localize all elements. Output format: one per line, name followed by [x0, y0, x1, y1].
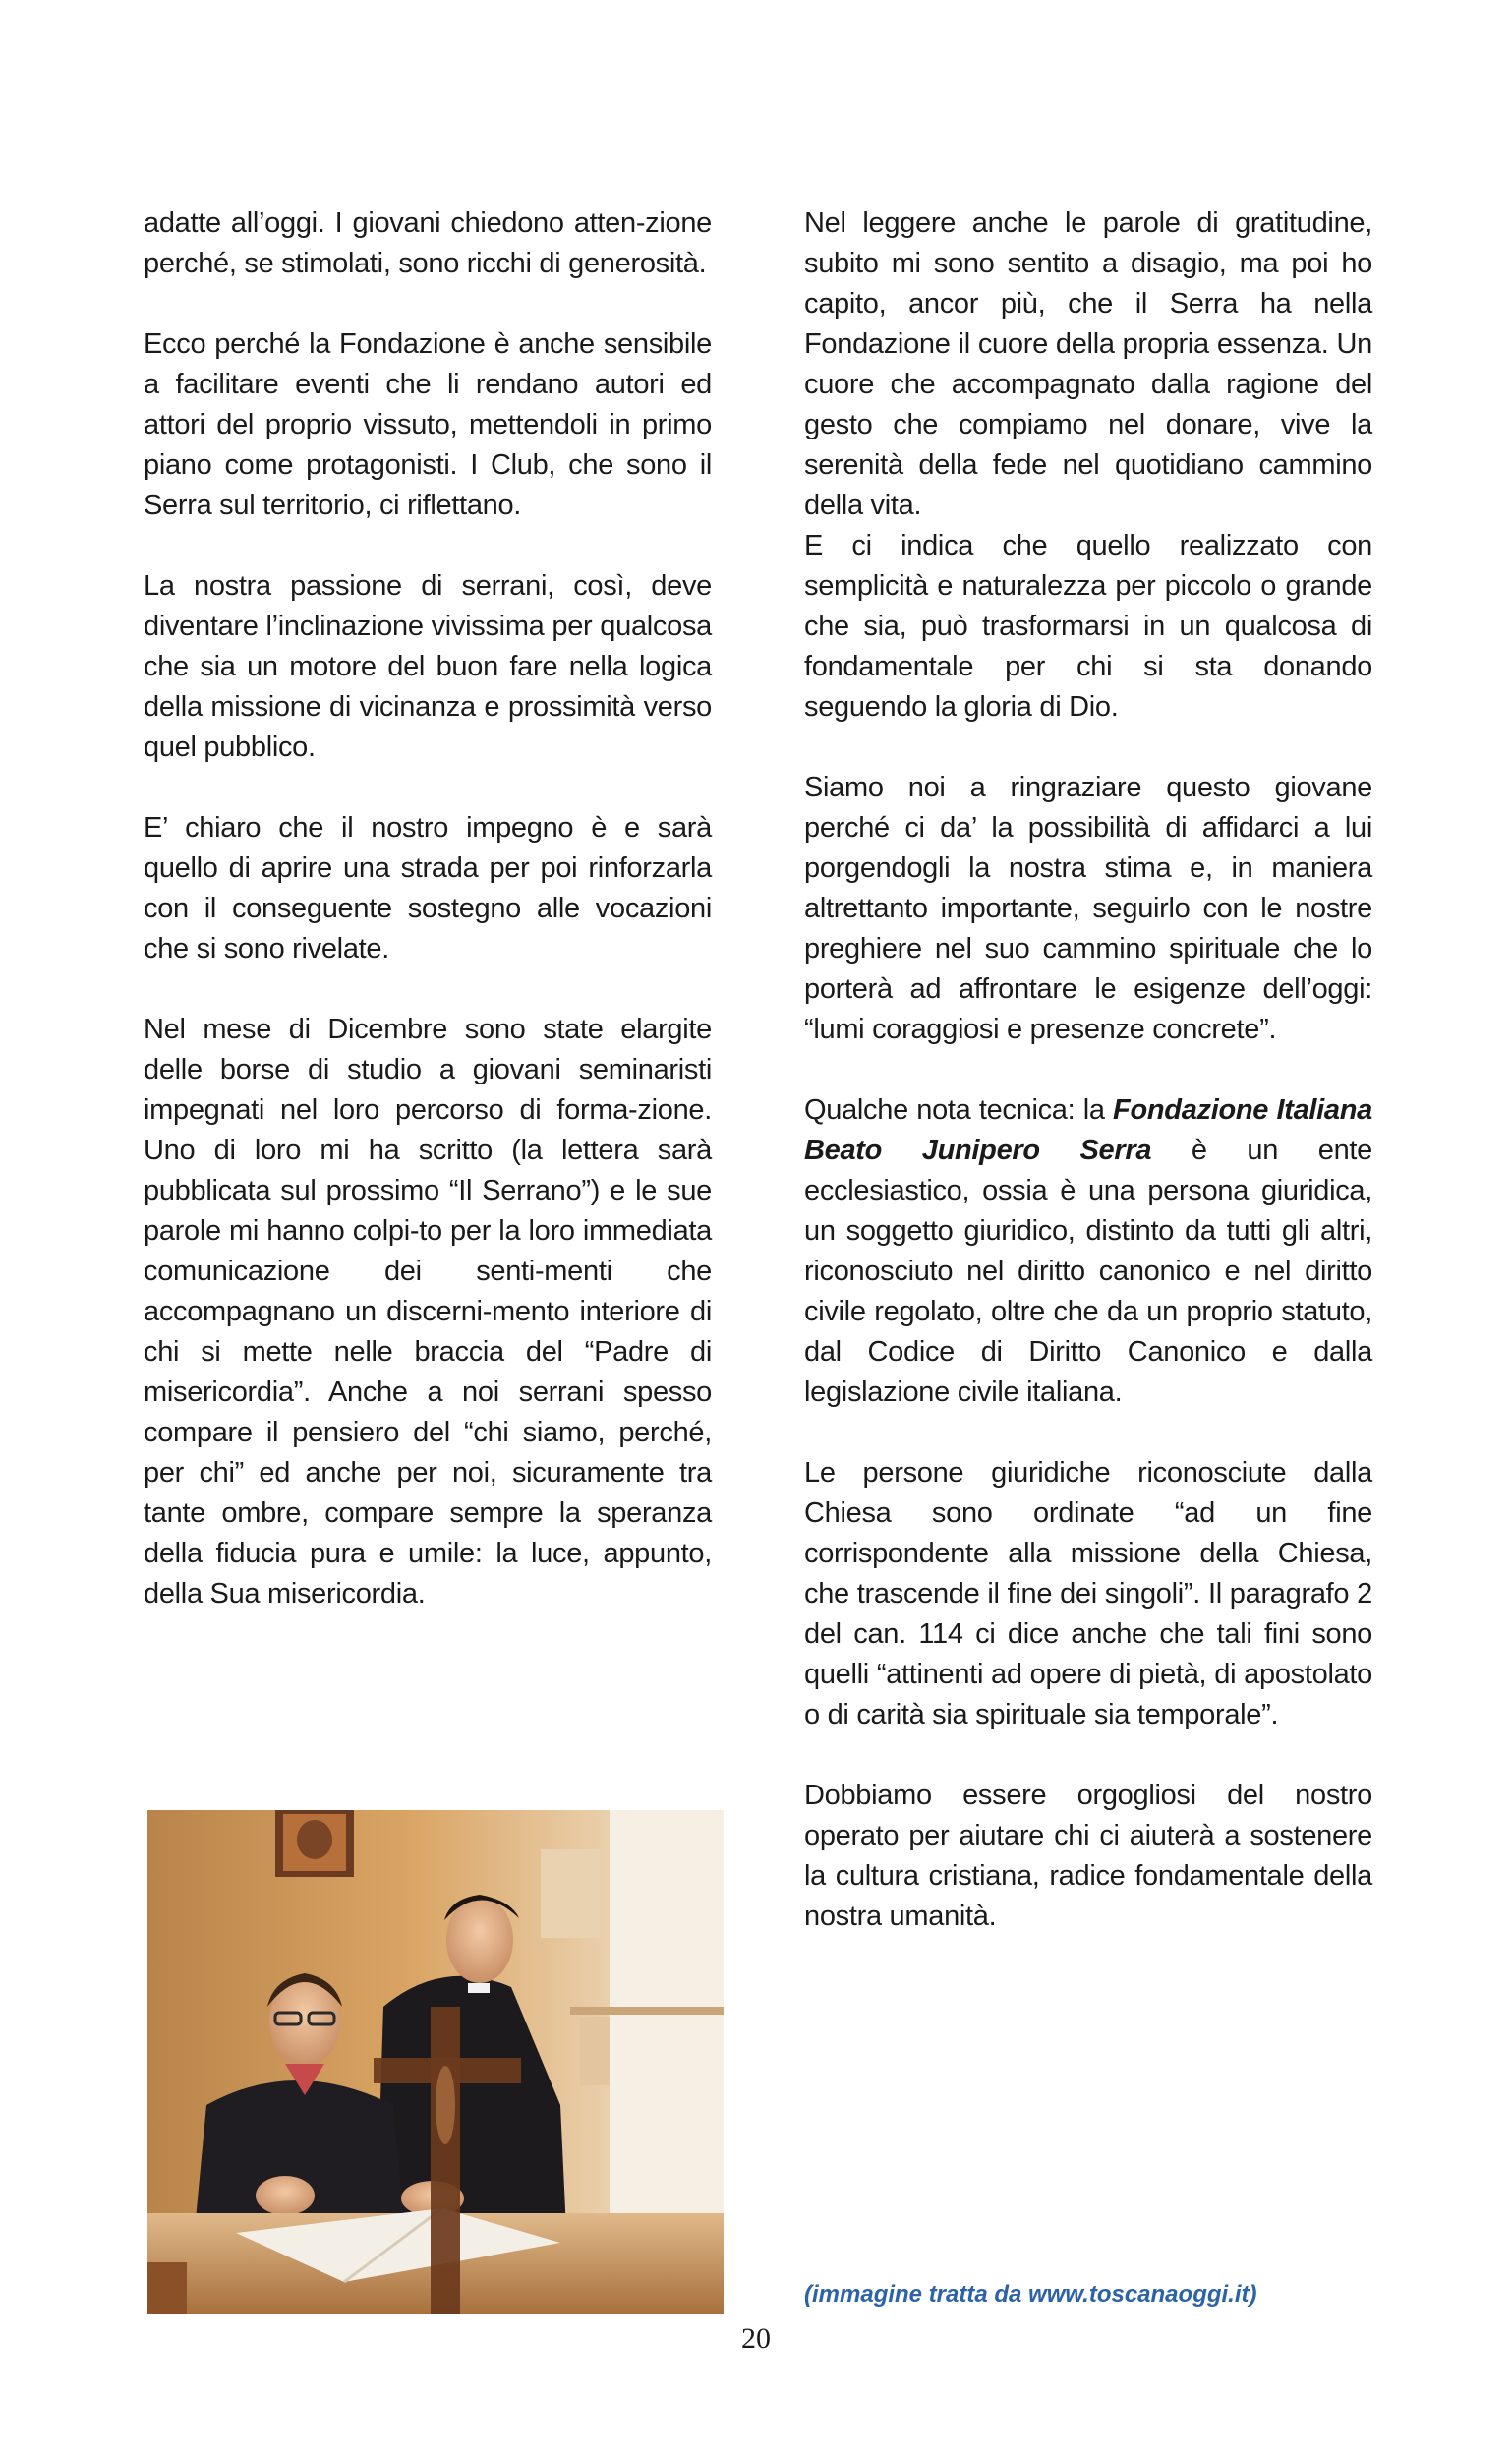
- paragraph: Le persone giuridiche riconosciute dalla Chiesa sono ordinate “ad un fine corrispondente alla missione della Chiesa, che trascende il fine dei singoli”. Il paragrafo 2 del can. 114 ci dice anche che tali fini sono quelli “attinenti ad opere di pietà, di apostolato o di carità sia spirituale sia temporale”.: [804, 1457, 1372, 1730]
- paragraph: Ecco perché la Fondazione è anche sensibile a facilitare eventi che li rendano autori ed attori del proprio vissuto, mettendoli in primo piano come protagonisti. I Club, che sono il Serra sul territorio, ci riflettano.: [144, 328, 712, 521]
- image-caption: (immagine tratta da www.toscanaoggi.it): [804, 2281, 1257, 2308]
- seminarians-photo: [147, 1810, 724, 2314]
- paragraph: E ci indica che quello realizzato con semplicità e naturalezza per piccolo o grande che sia, può trasformarsi in un qualcosa di fondamentale per chi si sta donando seguendo la gloria di Dio.: [804, 530, 1372, 723]
- paragraph-suffix: è un ente ecclesiastico, ossia è una persona giuridica, un soggetto giuridico, distinto da tutti gli altri, riconosciuto nel diritto canonico e nel diritto civile regolato, oltre che da un proprio statuto, dal Codice di Diritto Canonico e dalla legislazione civile italiana.: [804, 1135, 1372, 1408]
- paragraph: Dobbiamo essere orgogliosi del nostro operato per aiutare chi ci aiuterà a sostenere la cultura cristiana, radice fondamentale della nostra umanità.: [804, 1780, 1372, 1932]
- paragraph-technical-note: [804, 1090, 1372, 1413]
- right-column: [804, 204, 1372, 1977]
- paragraph: Nel mese di Dicembre sono state elargite delle borse di studio a giovani seminaristi impegnati nel loro percorso di forma-zione. Uno di loro mi ha scritto (la lettera sarà pubblicata sul prossimo “Il Serrano”) e le sue parole mi hanno colpi-to per la loro immediata comunicazione dei senti-menti che accompagnano un discerni-mento interiore di chi si mette nelle braccia del “Padre di misericordia”. Anche a noi serrani spesso compare il pensiero del “chi siamo, perché, per chi” ed anche per noi, sicuramente tra tante ombre, compare sempre la speranza della fiducia pura e umile: la luce, appunto, della Sua misericordia.: [144, 1014, 712, 1610]
- paragraph: E’ chiaro che il nostro impegno è e sarà quello di aprire una strada per poi rinforzarla con il conseguente sostegno alle vocazioni che si sono rivelate.: [144, 812, 712, 965]
- paragraph: Nel leggere anche le parole di gratitudine, subito mi sono sentito a disagio, ma poi ho capito, ancor più, che il Serra ha nella Fondazione il cuore della propria essenza. Un cuore che accompagnato dalla ragione del gesto che compiamo nel donare, vive la serenità della fede nel quotidiano cammino della vita.: [804, 207, 1372, 521]
- paragraph: La nostra passione di serrani, così, deve diventare l’inclinazione vivissima per qualcosa che sia un motore del buon fare nella logica della missione di vicinanza e prossimità verso quel pubblico.: [144, 570, 712, 763]
- paragraph-prefix: Qualche nota tecnica: la: [804, 1094, 1114, 1126]
- paragraph: Siamo noi a ringraziare questo giovane perché ci da’ la possibilità di affidarci a lui porgendogli la nostra stima e, in maniera altrettanto importante, seguirlo con le nostre preghiere nel suo cammino spirituale che lo porterà ad affrontare le esigenze dell’oggi: “lumi coraggiosi e presenze concrete”.: [804, 772, 1372, 1045]
- left-column: [144, 204, 712, 1655]
- page-number: 20: [741, 2322, 771, 2355]
- paragraph: adatte all’oggi. I giovani chiedono atten-zione perché, se stimolati, sono ricchi di generosità.: [144, 207, 712, 279]
- foundation-name: Fondazione Italiana Beato Junipero Serra: [804, 1094, 1372, 1166]
